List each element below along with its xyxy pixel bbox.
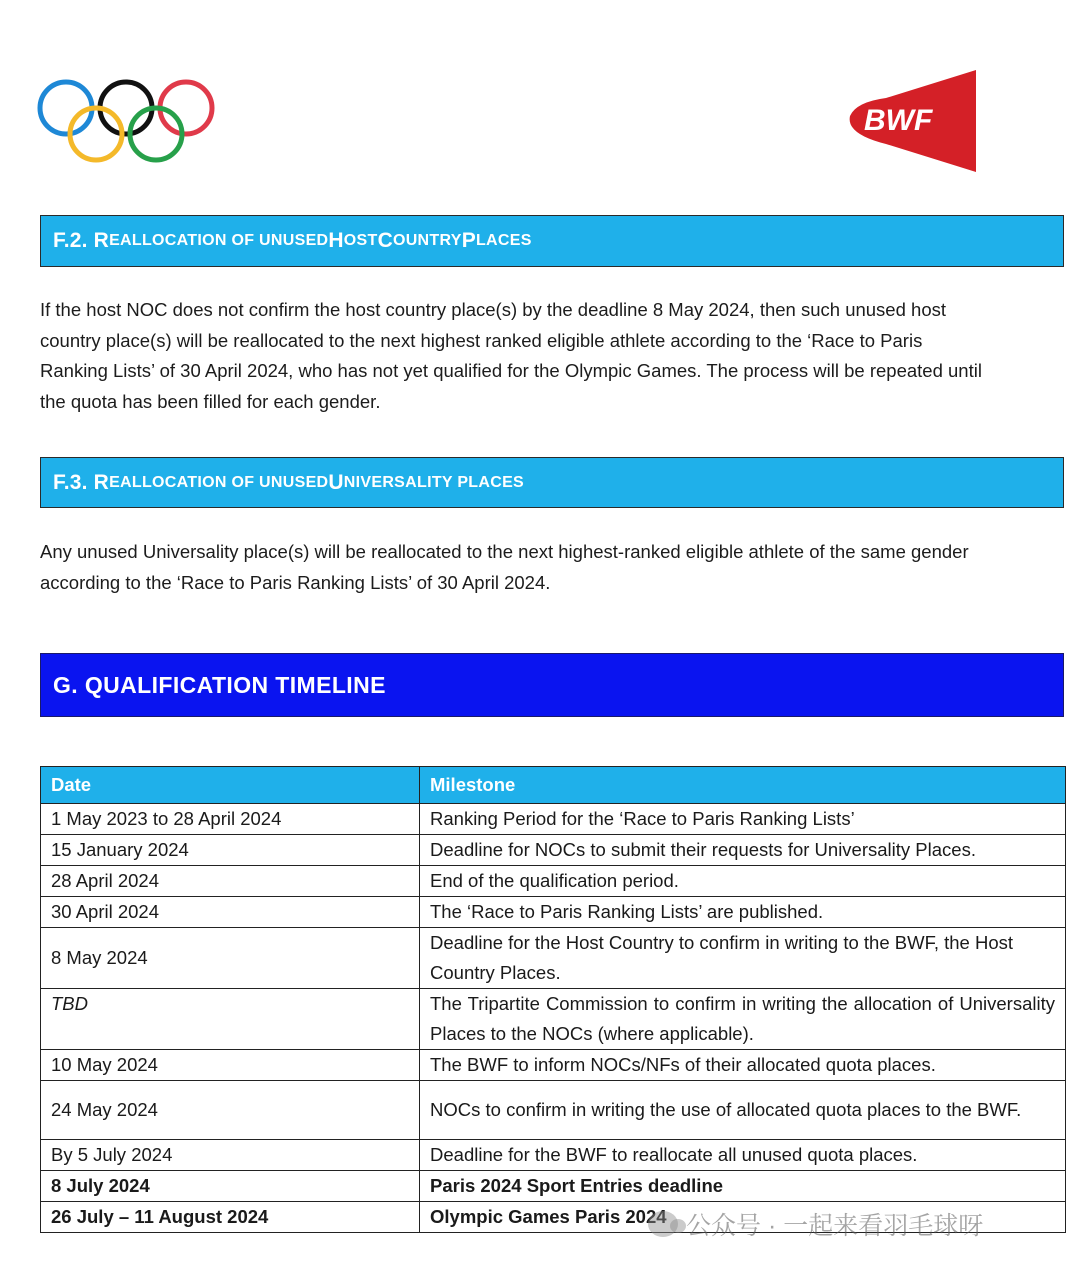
row-date: 26 July – 11 August 2024	[41, 1202, 420, 1233]
f3-body-paragraph: Any unused Universality place(s) will be reallocated to the next highest-ranked eligible athlete of the same gender according to the ‘Race to Paris Ranking Lists’ of 30 April 2024.	[40, 541, 969, 593]
row-milestone: Deadline for NOCs to submit their requests for Universality Places.	[420, 835, 1066, 866]
row-date: 10 May 2024	[41, 1050, 420, 1081]
f2-title-part: P	[461, 229, 476, 252]
table-row	[41, 1140, 1066, 1171]
table-row	[41, 866, 1066, 897]
row-date: By 5 July 2024	[41, 1140, 420, 1171]
table-row	[41, 897, 1066, 928]
table-row	[41, 1081, 1066, 1140]
table-row	[41, 804, 1066, 835]
row-milestone: The ‘Race to Paris Ranking Lists’ are published.	[420, 897, 1066, 928]
table-row	[41, 989, 1066, 1050]
row-date: 8 July 2024	[41, 1171, 420, 1202]
header-milestone: Milestone	[420, 767, 1066, 804]
row-milestone: Deadline for the BWF to reallocate all unused quota places.	[420, 1140, 1066, 1171]
f2-title-part: H	[328, 229, 344, 252]
row-milestone: NOCs to confirm in writing the use of allocated quota places to the BWF.	[420, 1081, 1066, 1140]
row-date: 15 January 2024	[41, 835, 420, 866]
f3-title-part: U	[328, 470, 344, 494]
olympic-rings-logo	[36, 78, 216, 164]
section-f3-header	[40, 457, 1064, 508]
bwf-logo	[846, 68, 978, 174]
table-row	[41, 1050, 1066, 1081]
f3-title-part: EALLOCATION OF UNUSED	[109, 473, 329, 491]
f2-title-part: OUNTRY	[392, 232, 462, 249]
header-date: Date	[41, 767, 420, 804]
row-date: 8 May 2024	[41, 928, 420, 989]
row-date: 1 May 2023 to 28 April 2024	[41, 804, 420, 835]
f2-title-part: LACES	[475, 232, 532, 249]
row-date: TBD	[41, 989, 420, 1050]
section-g-header	[40, 653, 1064, 717]
bwf-logo-text: BWF	[864, 104, 933, 137]
table-row	[41, 928, 1066, 989]
f2-title-prefix: F.2. R	[53, 229, 110, 252]
table-header-row	[41, 767, 1066, 804]
row-milestone: Olympic Games Paris 2024	[420, 1202, 1066, 1233]
wechat-icon	[648, 1211, 678, 1237]
watermark-text: 公众号 · 一起来看羽毛球呀	[686, 1212, 984, 1240]
f2-title-part: C	[377, 229, 393, 252]
f3-title-part: NIVERSALITY PLACES	[343, 473, 525, 491]
row-milestone: Ranking Period for the ‘Race to Paris Ranking Lists’	[420, 804, 1066, 835]
row-date: 30 April 2024	[41, 897, 420, 928]
table-row	[41, 835, 1066, 866]
row-date: 28 April 2024	[41, 866, 420, 897]
f2-title-part: OST	[343, 232, 378, 249]
row-milestone: Deadline for the Host Country to confirm in writing to the BWF, the Host Country Places.	[420, 928, 1066, 989]
row-milestone: Paris 2024 Sport Entries deadline	[420, 1171, 1066, 1202]
row-milestone: The Tripartite Commission to confirm in writing the allocation of Universality Places to the NOCs (where applicable).	[420, 989, 1066, 1050]
row-date: 24 May 2024	[41, 1081, 420, 1140]
g-title: G. QUALIFICATION TIMELINE	[53, 671, 386, 698]
row-milestone: The BWF to inform NOCs/NFs of their allocated quota places.	[420, 1050, 1066, 1081]
section-f2-header	[40, 215, 1064, 267]
row-milestone: End of the qualification period.	[420, 866, 1066, 897]
watermark	[648, 1204, 983, 1244]
f2-body-paragraph: If the host NOC does not confirm the host country place(s) by the deadline 8 May 2024, then such unused host country place(s) will be reallocated to the next highest ranked eligible athlete according to the ‘Race to Paris Ranking Lists’ of 30 April 2024, who has not yet qualified for the Olympic Games. The process will be repeated until the quota has been filled for each gender.	[40, 299, 982, 412]
f2-title-part: EALLOCATION OF UNUSED	[109, 232, 329, 249]
table-row	[41, 1171, 1066, 1202]
qualification-timeline-table	[40, 766, 1066, 1233]
f3-title-prefix: F.3. R	[53, 470, 110, 494]
